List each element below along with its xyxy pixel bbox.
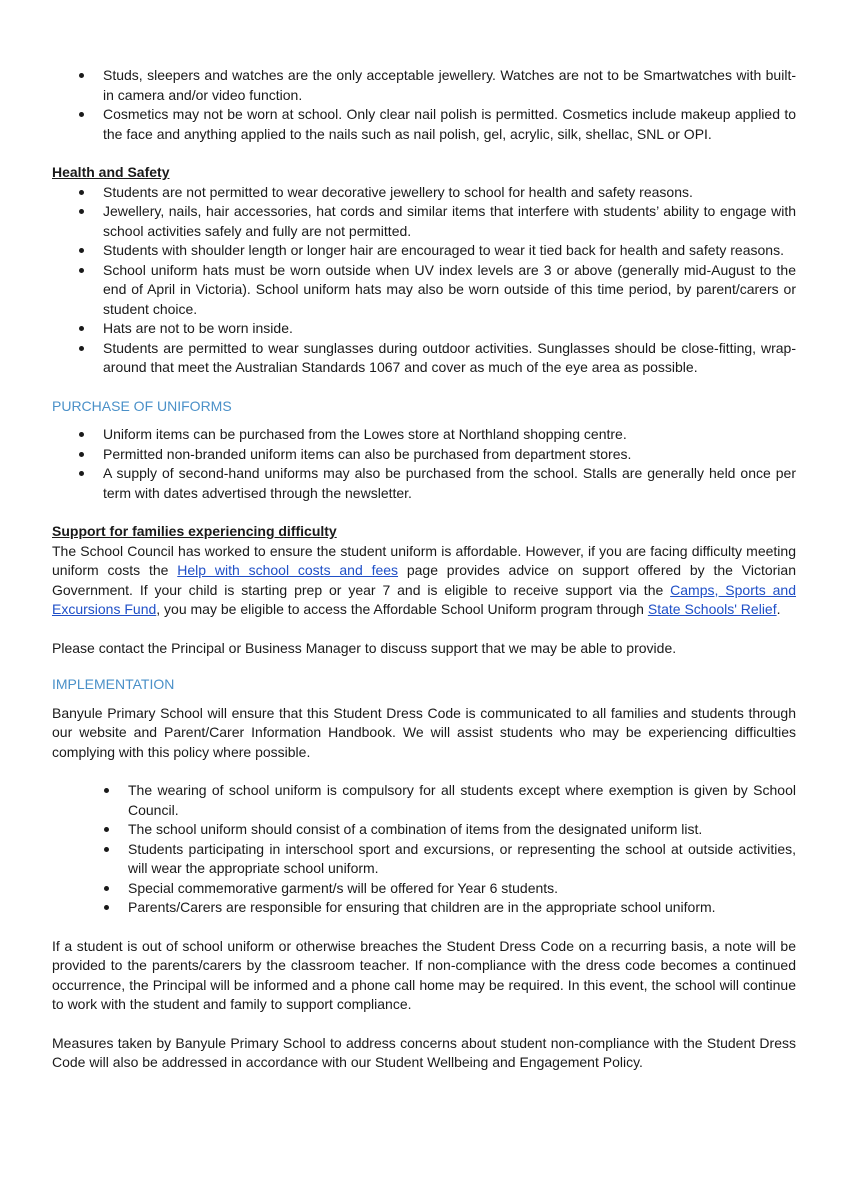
implementation-heading: IMPLEMENTATION (52, 676, 175, 692)
csef-link[interactable]: Camps, Sports and Excursions Fund (52, 581, 796, 617)
list-item: Students with shoulder length or longer hair are encouraged to wear it tied back for health and safety reasons. (52, 241, 796, 261)
list-item: Students are permitted to wear sunglasses during outdoor activities. Sunglasses should be close-fitting, wrap-around that meet the Australian Standards 1067 and cover as much of the eye area as possible. (52, 339, 796, 378)
list-item: Students participating in interschool sport and excursions, or representing the school at outside activities, will wear the appropriate school uniform. (52, 840, 796, 879)
list-item: School uniform hats must be worn outside when UV index levels are 3 or above (generally mid-August to the end of April in Victoria). School uniform hats may also be worn outside of this time period, by parent/carers or student choice. (52, 261, 796, 320)
list-item: Studs, sleepers and watches are the only acceptable jewellery. Watches are not to be Smartwatches with built-in camera and/or video function. (52, 66, 796, 105)
list-item: Students are not permitted to wear decorative jewellery to school for health and safety reasons. (52, 183, 796, 203)
support-text: The School Council has worked to ensure the student uniform is affordable. However, if you are facing difficulty meeting uniform costs the (52, 542, 796, 578)
list-item: Uniform items can be purchased from the Lowes store at Northland shopping centre. (52, 425, 796, 445)
list-item: Hats are not to be worn inside. (52, 319, 796, 339)
contact-paragraph: Please contact the Principal or Business Manager to discuss support that we may be able to provide. (52, 639, 677, 656)
implementation-intro: Banyule Primary School will ensure that this Student Dress Code is communicated to all families and students through our website and Parent/Carer Information Handbook. We will assist students who may be experiencing difficulties complying with this policy where possible. (52, 704, 796, 760)
support-text: , you may be eligible to access the Affordable School Uniform program through (156, 601, 648, 617)
support-text: page provides advice on support offered by the Victorian Government. If your child is starting prep or year 7 and is eligible to receive support via the (52, 562, 796, 598)
list-item: Jewellery, nails, hair accessories, hat cords and similar items that interfere with students’ ability to engage with school activities safely and fully are not permitted. (52, 202, 796, 241)
purchase-list (52, 425, 796, 503)
measures-paragraph: Measures taken by Banyule Primary School to address concerns about student non-compliance with the Student Dress Code will also be addressed in accordance with our Student Wellbeing and Engagement Policy. (52, 1034, 796, 1070)
breach-paragraph: If a student is out of school uniform or otherwise breaches the Student Dress Code on a recurring basis, a note will be provided to the parents/carers by the classroom teacher. If non-compliance with the dress code becomes a continued occurrence, the Principal will be informed and a phone call home may be required. In this event, the school will continue to work with the student and family to support compliance. (52, 937, 796, 1012)
help-costs-link[interactable]: Help with school costs and fees (177, 562, 399, 578)
jewellery-list (52, 66, 796, 144)
list-item: The school uniform should consist of a combination of items from the designated uniform list. (52, 820, 796, 840)
list-item: Parents/Carers are responsible for ensuring that children are in the appropriate school uniform. (52, 898, 796, 918)
support-heading: Support for families experiencing difficulty (52, 523, 337, 539)
purchase-heading: PURCHASE OF UNIFORMS (52, 397, 232, 414)
list-item: Special commemorative garment/s will be offered for Year 6 students. (52, 879, 796, 899)
health-safety-list (52, 183, 796, 378)
support-paragraph (52, 542, 796, 620)
list-item: Permitted non-branded uniform items can also be purchased from department stores. (52, 445, 796, 465)
health-safety-heading: Health and Safety (52, 164, 170, 180)
implementation-list (52, 781, 796, 918)
support-text: . (776, 601, 781, 617)
list-item: A supply of second-hand uniforms may also be purchased from the school. Stalls are generally held once per term with dates advertised through the newsletter. (52, 464, 796, 503)
list-item: Cosmetics may not be worn at school. Only clear nail polish is permitted. Cosmetics include makeup applied to the face and anything applied to the nails such as nail polish, gel, acrylic, silk, shellac, SNL or OPI. (52, 105, 796, 144)
list-item: The wearing of school uniform is compulsory for all students except where exemption is given by School Council. (52, 781, 796, 820)
document-page (52, 66, 796, 1073)
state-schools-relief-link[interactable]: State Schools' Relief (647, 601, 777, 617)
